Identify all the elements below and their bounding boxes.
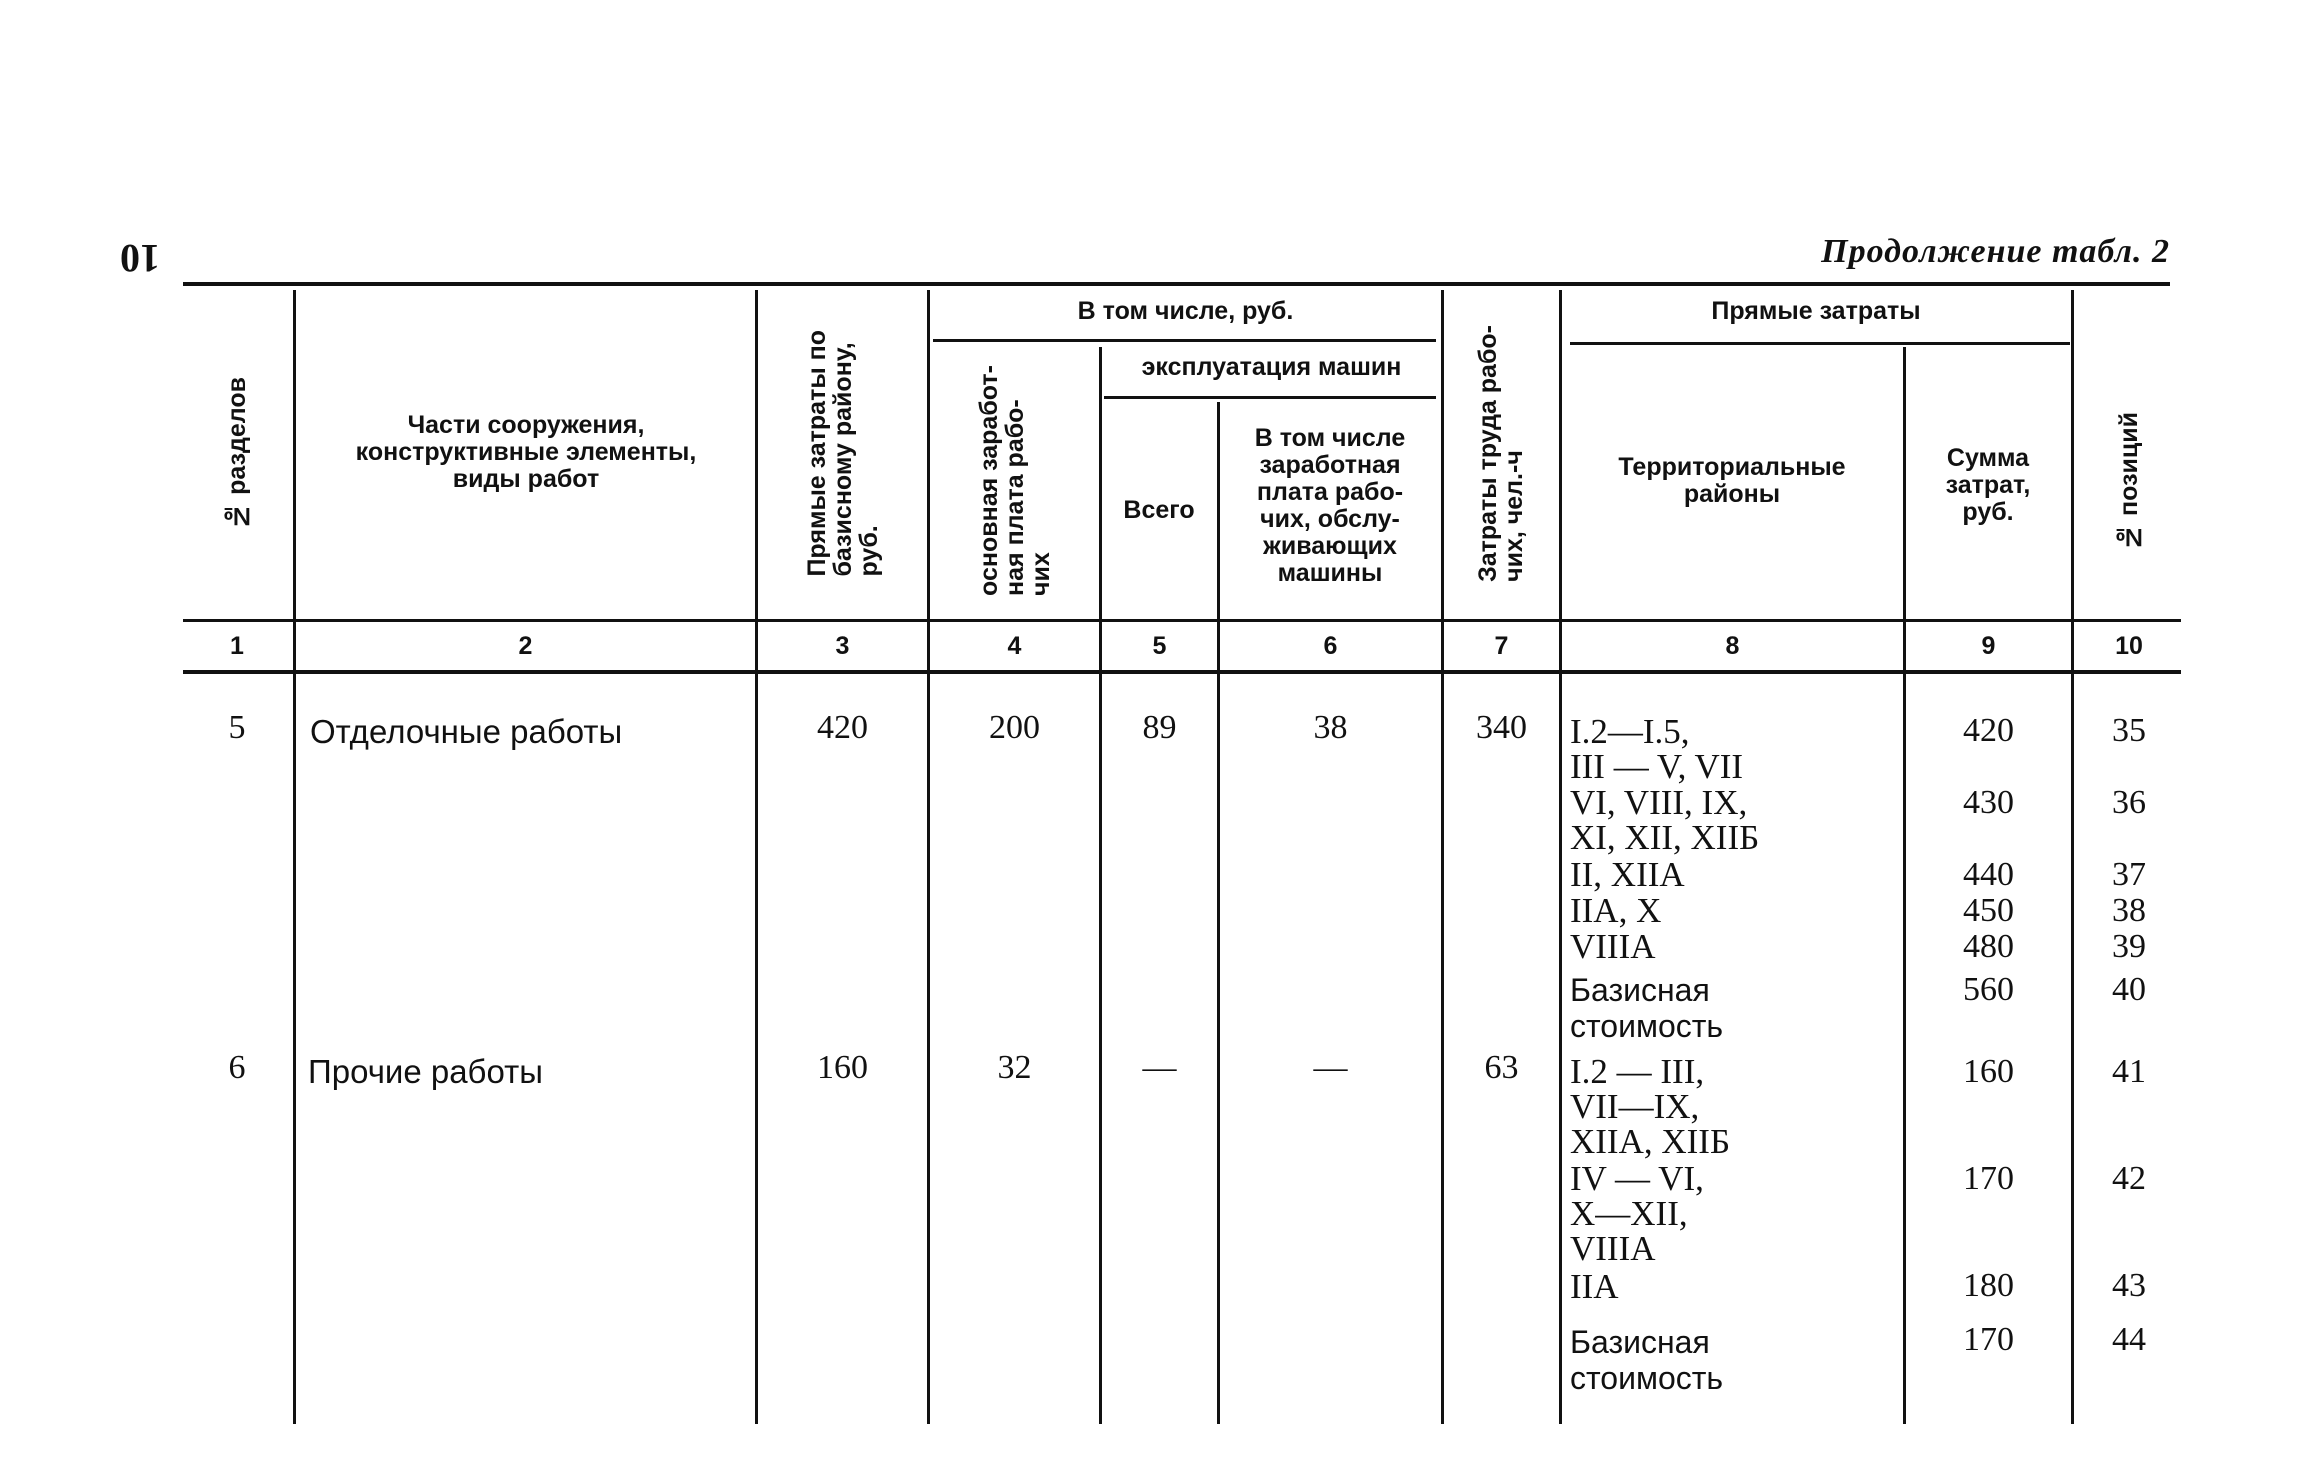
sum-value: 170 (1963, 1160, 2014, 1197)
header-group-machines: эксплуатация машин (1141, 353, 1402, 381)
colnum-2: 2 (518, 632, 533, 660)
section-name: Прочие работы (308, 1053, 543, 1090)
region-row: Базисная стоимость (1570, 1324, 1724, 1396)
colnum-9: 9 (1981, 632, 1996, 660)
labor-value: 340 (1476, 709, 1527, 746)
header-wages (932, 344, 1097, 616)
colnum-3: 3 (835, 632, 850, 660)
sum-value: 180 (1963, 1267, 2014, 1304)
position-value: 38 (2112, 892, 2146, 929)
region-row: IV — VI, X—XII, VIIIА (1570, 1159, 1704, 1268)
colnum-7: 7 (1494, 632, 1509, 660)
section-number: 6 (228, 1049, 246, 1086)
position-value: 43 (2112, 1267, 2146, 1304)
incl-group-rule (933, 339, 1436, 342)
header-regions: Территориальные районы (1618, 453, 1846, 508)
colnum-8: 8 (1725, 632, 1740, 660)
position-value: 36 (2112, 784, 2146, 821)
sum-value: 420 (1963, 712, 2014, 749)
header-position-number (2074, 347, 2184, 616)
region-row: VI, VIII, IX, XI, XII, XIIБ (1570, 783, 1760, 857)
region-row: IIА (1570, 1267, 1619, 1306)
colnum-4: 4 (1007, 632, 1022, 660)
machines-total-value: — (1142, 1049, 1177, 1086)
region-row: VIIIА (1570, 927, 1656, 966)
header-section-number (183, 290, 291, 616)
header-direct-base-text: Прямые затраты по базисному району, руб. (802, 329, 883, 577)
sum-value: 560 (1963, 971, 2014, 1008)
colnum-5: 5 (1152, 632, 1167, 660)
header-labor (1444, 290, 1558, 616)
machines-total-value: 89 (1142, 709, 1177, 746)
direct-base-value: 160 (817, 1049, 868, 1086)
direct-group-rule (1570, 342, 2070, 345)
sum-value: 440 (1963, 856, 2014, 893)
position-value: 41 (2112, 1053, 2146, 1090)
header-sum: Сумма затрат, руб. (1945, 444, 2031, 526)
header-position-number-text: № позиций (2115, 412, 2143, 551)
machines-wages-value: — (1313, 1049, 1348, 1086)
machines-group-rule (1104, 396, 1436, 399)
vrule-1 (293, 290, 296, 1424)
sum-value: 450 (1963, 892, 2014, 929)
header-direct-base (760, 290, 925, 616)
header-machines-wages: В том числе заработная плата рабо- чих, обслу- живающих машины (1254, 424, 1406, 587)
vrule-3 (927, 290, 930, 1424)
header-bottom-rule (183, 619, 2181, 622)
sum-value: 170 (1963, 1321, 2014, 1358)
position-value: 37 (2112, 856, 2146, 893)
section-name: Отделочные работы (310, 713, 623, 750)
region-row: I.2—I.5, III — V, VII (1570, 712, 1744, 786)
sum-value: 430 (1963, 784, 2014, 821)
header-labor-text: Затраты труда рабо- чих, чел.-ч (1474, 324, 1528, 582)
header-machines-total: Всего (1123, 496, 1195, 524)
labor-value: 63 (1484, 1049, 1519, 1086)
sum-value: 160 (1963, 1053, 2014, 1090)
header-section-number-text: № разделов (223, 376, 251, 530)
header-group-direct: Прямые затраты (1711, 297, 1921, 325)
machines-wages-value: 38 (1313, 709, 1348, 746)
body-top-rule (183, 670, 2181, 674)
direct-base-value: 420 (817, 709, 868, 746)
position-value: 42 (2112, 1160, 2146, 1197)
region-row: II, XIIА (1570, 855, 1685, 894)
position-value: 40 (2112, 971, 2146, 1008)
sum-value: 480 (1963, 928, 2014, 965)
header-wages-text: основная заработ- ная плата рабо- чих (974, 364, 1055, 596)
page-number: 10 (120, 236, 160, 281)
region-row: Базисная стоимость (1570, 972, 1724, 1044)
wages-value: 32 (997, 1049, 1032, 1086)
colnum-6: 6 (1323, 632, 1338, 660)
wages-value: 200 (989, 709, 1040, 746)
position-value: 44 (2112, 1321, 2146, 1358)
position-value: 35 (2112, 712, 2146, 749)
table-caption: Продолжение табл. 2 (1821, 233, 2170, 270)
region-row: I.2 — III, VII—IX, XIIА, XIIБ (1570, 1052, 1731, 1161)
header-group-incl: В том числе, руб. (1077, 297, 1294, 325)
colnum-1: 1 (230, 632, 244, 660)
vrule-2 (755, 290, 758, 1424)
colnum-10: 10 (2115, 632, 2143, 660)
section-number: 5 (228, 709, 246, 746)
region-row: IIА, X (1570, 891, 1662, 930)
top-rule (183, 282, 2170, 286)
position-value: 39 (2112, 928, 2146, 965)
header-parts: Части сооружения, конструктивные элементы, виды работ (355, 411, 697, 493)
